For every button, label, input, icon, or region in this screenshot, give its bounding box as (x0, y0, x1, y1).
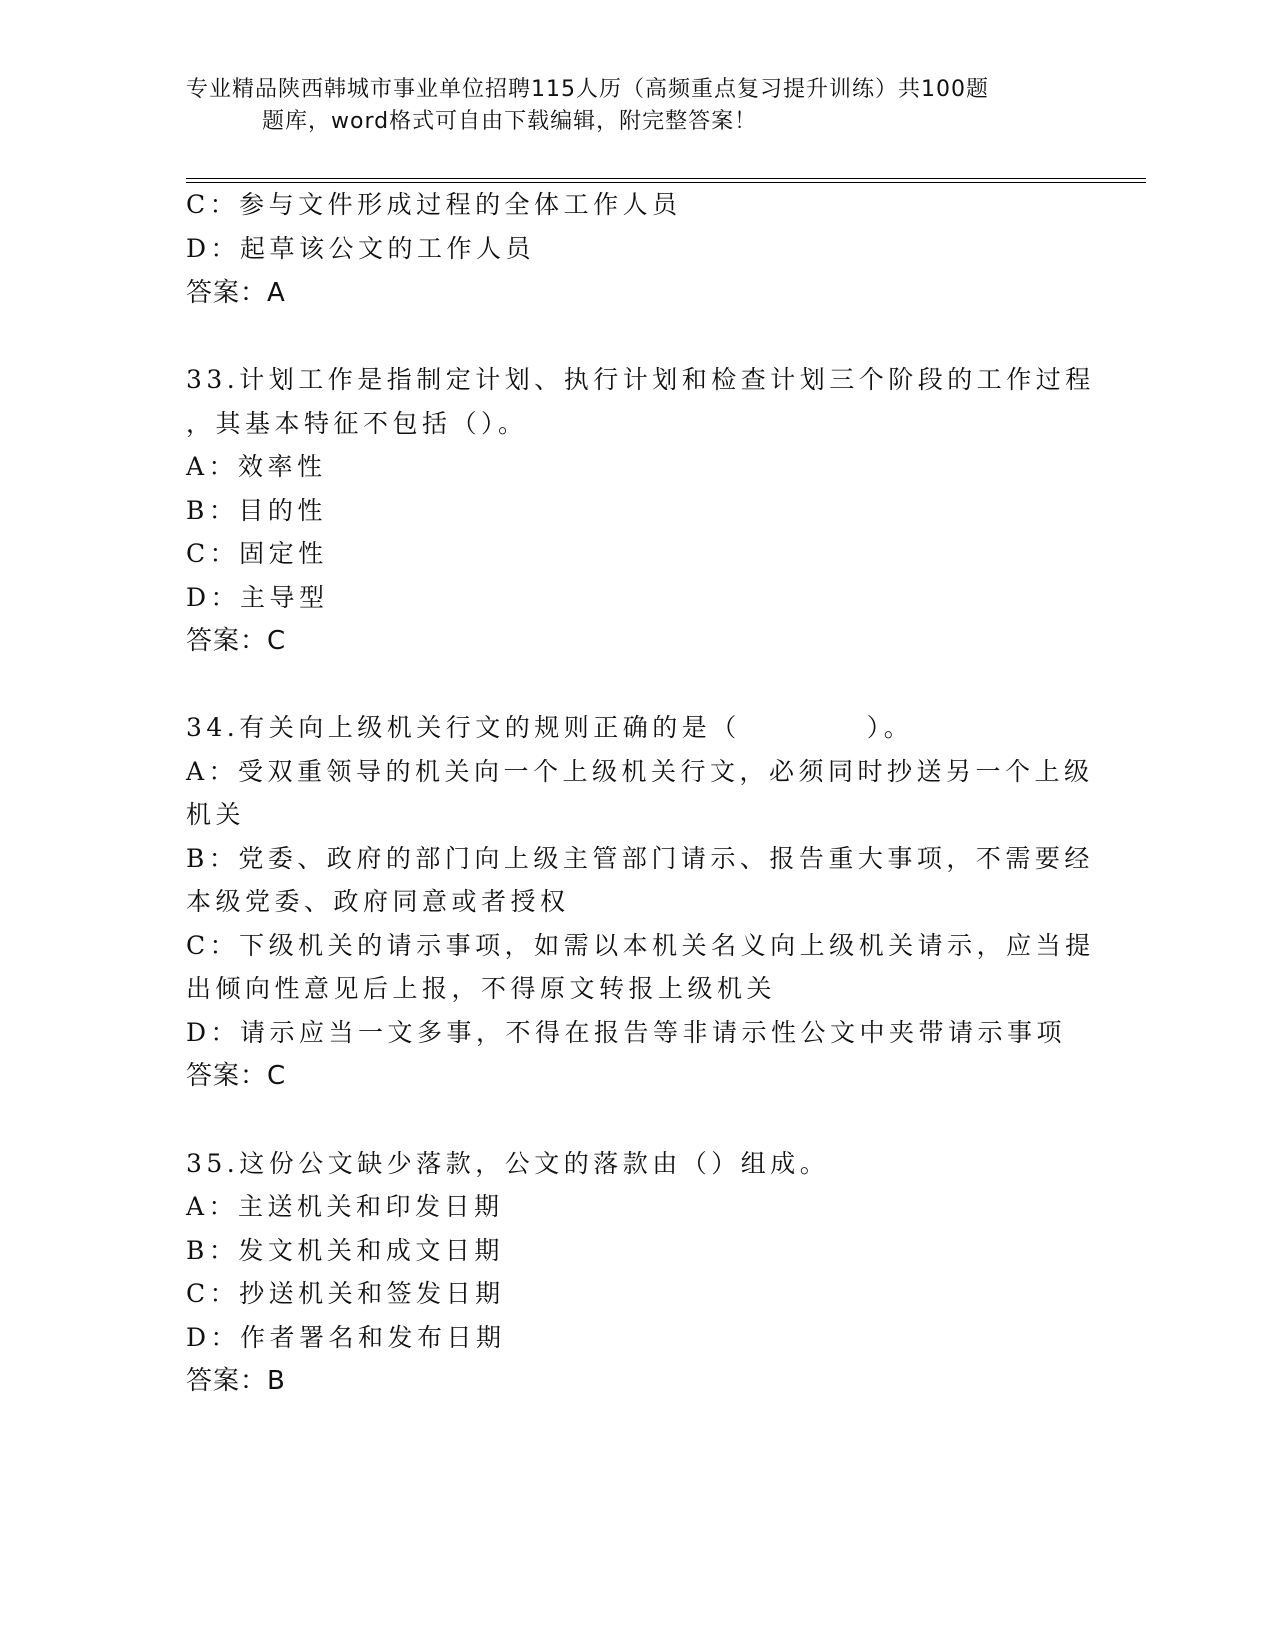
q34-option-d: D：请示应当一文多事，不得在报告等非请示性公文中夹带请示事项 (186, 1018, 1067, 1047)
document-header (186, 74, 1086, 138)
q33-answer: 答案：C (186, 626, 287, 656)
q33-stem-line1: 33.计划工作是指制定计划、执行计划和检查计划三个阶段的工作过程 (186, 365, 1095, 394)
q32-answer: 答案：A (186, 278, 286, 308)
q33-option-d: D：主导型 (186, 583, 329, 612)
q33-option-b: B：目的性 (186, 496, 327, 525)
q34-option-c-line2: 出倾向性意见后上报，不得原文转报上级机关 (186, 974, 777, 1003)
q34-option-c-line1: C：下级机关的请示事项，如需以本机关名义向上级机关请示，应当提 (186, 931, 1095, 960)
q35-option-a: A：主送机关和印发日期 (186, 1192, 504, 1221)
q35-option-b: B：发文机关和成文日期 (186, 1236, 504, 1265)
q34-stem (186, 712, 1086, 744)
q34-option-b-line2: 本级党委、政府同意或者授权 (186, 887, 570, 916)
q32-option-d: D：起草该公文的工作人员 (186, 234, 536, 263)
q34-stem-start: 34.有关向上级机关行文的规则正确的是（ (186, 713, 741, 742)
header-title-line2: 题库，word格式可自由下载编辑，附完整答案！ (262, 109, 758, 134)
header-divider-bottom (186, 182, 1146, 183)
header-divider-top (186, 178, 1146, 179)
q34-answer: 答案：C (186, 1061, 287, 1091)
q33-option-c: C：固定性 (186, 539, 328, 568)
q33-option-a: A：效率性 (186, 452, 327, 481)
header-title-line1: 专业精品陕西韩城市事业单位招聘115人历（高频重点复习提升训练）共100题 (186, 77, 989, 102)
q35-stem: 35.这份公文缺少落款，公文的落款由（）组成。 (186, 1149, 830, 1178)
q35-answer: 答案：B (186, 1366, 286, 1396)
q34-stem-end: ）。 (866, 713, 914, 742)
q33-stem-line2: ，其基本特征不包括（）。 (186, 409, 528, 438)
q34-option-b-line1: B：党委、政府的部门向上级主管部门请示、报告重大事项，不需要经 (186, 844, 1094, 873)
q35-option-c: C：抄送机关和签发日期 (186, 1279, 505, 1308)
q34-option-a-line1: A：受双重领导的机关向一个上级机关行文，必须同时抄送另一个上级 (186, 757, 1094, 786)
q32-option-c: C：参与文件形成过程的全体工作人员 (186, 190, 682, 219)
q35-option-d: D：作者署名和发布日期 (186, 1323, 506, 1352)
q34-option-a-line2: 机关 (186, 800, 246, 829)
